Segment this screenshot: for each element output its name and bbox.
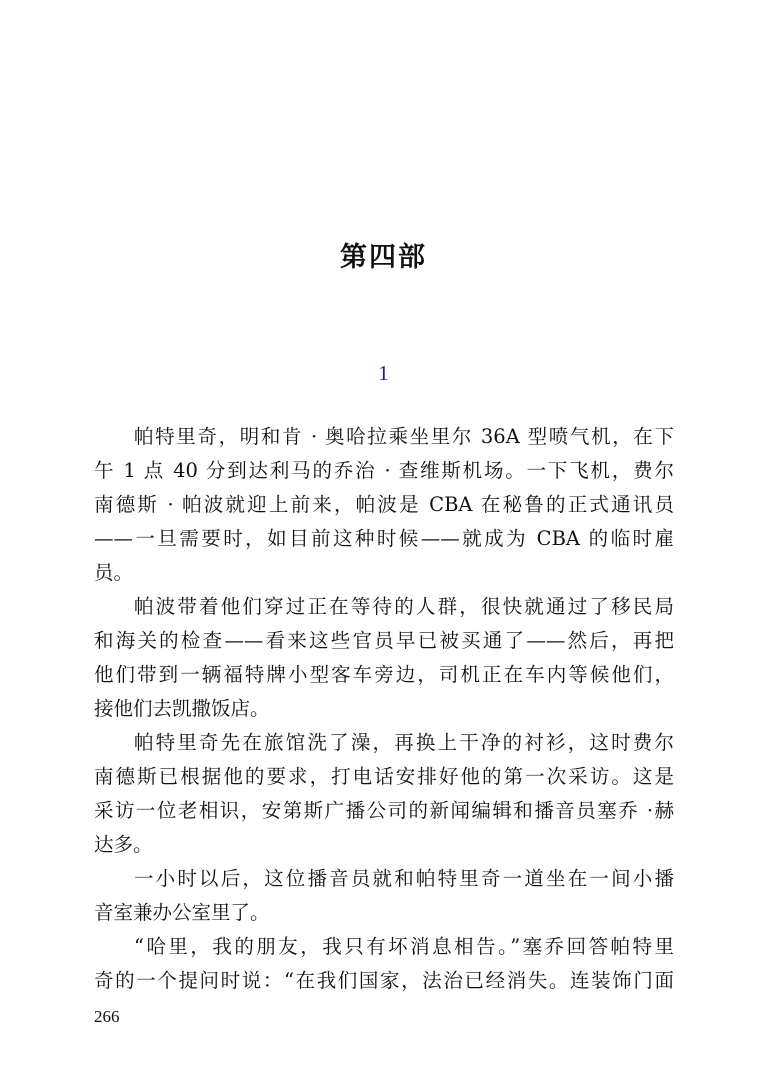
- body-text: [94, 420, 674, 998]
- text-line: 奇的一个提问时说：“在我们国家，法治已经消失。连装饰门面: [94, 969, 674, 992]
- text-line: 午 1 点 40 分到达利马的乔治 · 查维斯机场。一下飞机，费尔: [94, 459, 674, 482]
- text-line: 采访一位老相识，安第斯广播公司的新闻编辑和播音员塞乔 ·赫: [94, 799, 674, 822]
- chapter-number: 1: [378, 361, 389, 385]
- text-line: “哈里，我的朋友，我只有坏消息相告。”塞乔回答帕特里: [134, 935, 674, 958]
- text-line: 帕波带着他们穿过正在等待的人群，很快就通过了移民局: [134, 595, 674, 618]
- text-line: ——一旦需要时，如目前这种时候——就成为 CBA 的临时雇: [94, 527, 674, 550]
- text-line: 他们带到一辆福特牌小型客车旁边，司机正在车内等候他们，: [94, 663, 674, 686]
- text-line: 音室兼办公室里了。: [94, 901, 270, 924]
- text-line: 和海关的检查——看来这些官员早已被买通了——然后，再把: [94, 629, 674, 652]
- text-line: 接他们去凯撒饭店。: [94, 697, 270, 720]
- paragraph: [94, 726, 674, 862]
- paragraph: [94, 930, 674, 998]
- page-number: 266: [94, 1007, 120, 1026]
- paragraph: [94, 590, 674, 726]
- paragraph: [94, 862, 674, 930]
- text-line: 南德斯 · 帕波就迎上前来，帕波是 CBA 在秘鲁的正式通讯员: [94, 493, 674, 516]
- text-line: 南德斯已根据他的要求，打电话安排好他的第一次采访。这是: [94, 765, 674, 788]
- text-line: 一小时以后，这位播音员就和帕特里奇一道坐在一间小播: [134, 867, 674, 890]
- text-line: 员。: [94, 561, 134, 584]
- text-line: 达多。: [94, 833, 153, 856]
- part-title: 第四部: [340, 242, 427, 273]
- text-line: 帕特里奇先在旅馆洗了澡，再换上干净的衬衫，这时费尔: [134, 731, 674, 754]
- paragraph: [94, 420, 674, 590]
- text-line: 帕特里奇，明和肯 · 奥哈拉乘坐里尔 36A 型喷气机，在下: [134, 425, 674, 448]
